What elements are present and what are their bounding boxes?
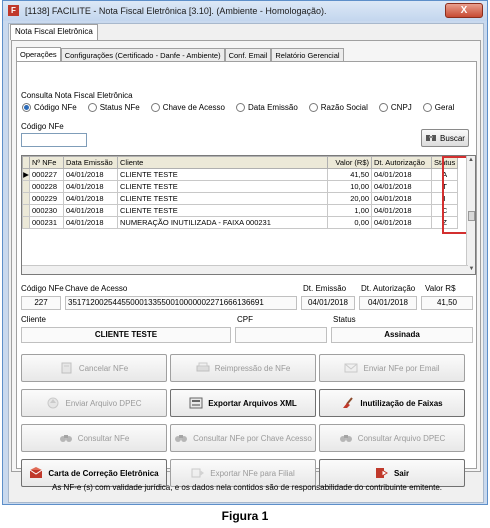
detail-valor-label: Valor R$ xyxy=(425,284,456,293)
radio-label: Razão Social xyxy=(320,103,368,112)
detail-chave-label: Chave de Acesso xyxy=(65,284,128,293)
exportar-arquivos-xml-button[interactable] xyxy=(170,389,316,417)
cell-valor: 1,00 xyxy=(328,205,372,217)
button-label: Sair xyxy=(393,468,410,478)
email-icon xyxy=(344,362,358,374)
upload-icon xyxy=(46,397,60,409)
cell-dt-autorizacao: 04/01/2018 xyxy=(372,193,432,205)
tab-nota-fiscal[interactable]: Nota Fiscal Eletrônica xyxy=(10,24,98,40)
button-label: Consultar Arquivo DPEC xyxy=(357,433,446,443)
grid-body xyxy=(23,169,458,229)
cell-data-emissao: 04/01/2018 xyxy=(64,169,118,181)
cell-status: C xyxy=(432,205,458,217)
detail-emissao-label: Dt. Emissão xyxy=(303,284,347,293)
cell-nfe: 000230 xyxy=(30,205,64,217)
detail-valor-value: 41,50 xyxy=(421,296,473,310)
window-title: [1138] FACILITE - Nota Fiscal Eletrônica [3.10]. (Ambiente - Homologação). xyxy=(25,6,327,16)
detail-cpf-label: CPF xyxy=(237,315,253,324)
cell-data-emissao: 04/01/2018 xyxy=(64,181,118,193)
cell-valor: 41,50 xyxy=(328,169,372,181)
buscar-button[interactable] xyxy=(421,129,469,147)
row-indicator xyxy=(23,217,30,229)
cell-dt-autorizacao: 04/01/2018 xyxy=(372,181,432,193)
button-label: Cancelar NFe xyxy=(78,363,129,373)
radio-label: Data Emissão xyxy=(247,103,298,112)
cell-status: T xyxy=(432,181,458,193)
cancelar-nfe-button[interactable] xyxy=(21,354,167,382)
scroll-down-icon[interactable]: ▼ xyxy=(468,266,475,272)
cell-status: I xyxy=(432,193,458,205)
radio-dot xyxy=(22,103,31,112)
button-label: Inutilização de Faixas xyxy=(360,398,443,408)
radio-geral[interactable] xyxy=(423,103,455,112)
row-indicator xyxy=(23,205,30,217)
cell-data-emissao: 04/01/2018 xyxy=(64,217,118,229)
horizontal-scrollbar[interactable] xyxy=(22,265,468,274)
table-row[interactable] xyxy=(23,181,458,193)
button-label: Enviar Arquivo DPEC xyxy=(65,398,142,408)
radio-chave-acesso[interactable] xyxy=(151,103,225,112)
button-label: Consultar NFe xyxy=(77,433,130,443)
cell-nfe: 000229 xyxy=(30,193,64,205)
row-indicator: ▶ xyxy=(23,170,29,179)
radio-dot xyxy=(236,103,245,112)
binoculars-icon xyxy=(174,432,188,444)
search-options xyxy=(22,103,465,112)
button-label: Consultar NFe por Chave Acesso xyxy=(193,433,312,443)
button-label: Enviar NFe por Email xyxy=(363,363,440,373)
detail-codigo-value: 227 xyxy=(21,296,61,310)
cell-cliente: CLIENTE TESTE xyxy=(118,169,328,181)
reimpressao-de-nfe-button[interactable] xyxy=(170,354,316,382)
close-button[interactable]: X xyxy=(445,3,483,18)
cell-cliente: CLIENTE TESTE xyxy=(118,205,328,217)
radio-razao-social[interactable] xyxy=(309,103,368,112)
grid-header xyxy=(23,157,458,169)
detail-status-label: Status xyxy=(333,315,356,324)
radio-label: Status NFe xyxy=(99,103,140,112)
cell-cliente: NUMERAÇÃO INUTILIZADA - FAIXA 000231 xyxy=(118,217,328,229)
detail-autorizacao-label: Dt. Autorização xyxy=(361,284,416,293)
tab-conf-email[interactable]: Conf. Email xyxy=(225,48,272,61)
detail-emissao-value: 04/01/2018 xyxy=(301,296,355,310)
letter-icon xyxy=(29,467,43,479)
radio-label: CNPJ xyxy=(390,103,412,112)
tab-relatorio[interactable]: Relatório Gerencial xyxy=(271,48,343,61)
consultar-arquivo-dpec-button[interactable] xyxy=(319,424,465,452)
radio-label: Código NFe xyxy=(34,103,77,112)
buscar-label: Buscar xyxy=(440,133,465,143)
inutilizacao-de-faixas-button[interactable] xyxy=(319,389,465,417)
detail-chave-value: 35171200254455000133550010000002271666136691 xyxy=(65,296,297,310)
enviar-arquivo-dpec-button[interactable] xyxy=(21,389,167,417)
operacoes-panel xyxy=(16,61,477,478)
button-label: Reimpressão de NFe xyxy=(214,363,291,373)
export-icon xyxy=(191,467,205,479)
consulta-title: Consulta Nota Fiscal Eletrônica xyxy=(21,91,133,100)
table-row[interactable] xyxy=(23,205,458,217)
table-row[interactable] xyxy=(23,193,458,205)
radio-label: Geral xyxy=(434,103,455,112)
cell-data-emissao: 04/01/2018 xyxy=(64,193,118,205)
figure-caption: Figura 1 xyxy=(221,509,269,523)
codigo-label: Código NFe xyxy=(21,122,64,131)
app-icon: F xyxy=(8,5,19,16)
radio-label: Chave de Acesso xyxy=(162,103,225,112)
scroll-up-icon[interactable]: ▲ xyxy=(468,157,474,163)
search-icon xyxy=(425,133,437,143)
binoculars-icon xyxy=(339,432,353,444)
cell-nfe: 000227 xyxy=(30,169,64,181)
radio-codigo-nfe[interactable] xyxy=(22,103,77,112)
exit-icon xyxy=(375,467,389,479)
table-row[interactable] xyxy=(23,217,458,229)
row-indicator xyxy=(23,181,30,193)
scroll-thumb[interactable] xyxy=(468,211,475,221)
cell-nfe: 000231 xyxy=(30,217,64,229)
cell-valor: 10,00 xyxy=(328,181,372,193)
outer-panel xyxy=(11,40,481,478)
cell-cliente: CLIENTE TESTE xyxy=(118,181,328,193)
footer-message: As NF-e (s) com validade jurídica, e os dados nela contidos são de responsabilidade do contribuinte emitente. xyxy=(52,483,442,492)
tab-operacoes[interactable]: Operações xyxy=(16,47,61,61)
col-data-emissao[interactable]: Data Emissão xyxy=(64,157,118,169)
title-bar[interactable] xyxy=(3,1,487,21)
radio-cnpj[interactable] xyxy=(379,103,412,112)
window-client xyxy=(8,23,484,503)
detail-status-value: Assinada xyxy=(331,327,473,343)
cell-valor: 0,00 xyxy=(328,217,372,229)
cell-dt-autorizacao: 04/01/2018 xyxy=(372,205,432,217)
tab-configuracoes[interactable]: Configurações (Certificado - Danfe - Ambiente) xyxy=(61,48,225,61)
cell-status: A xyxy=(432,169,458,181)
button-label: Carta de Correção Eletrônica xyxy=(48,468,159,478)
col-status[interactable]: Status xyxy=(432,157,458,169)
vertical-scrollbar[interactable] xyxy=(466,156,475,274)
cell-status: Z xyxy=(432,217,458,229)
cell-data-emissao: 04/01/2018 xyxy=(64,205,118,217)
main-window xyxy=(2,0,488,505)
col-cliente[interactable]: Cliente xyxy=(118,157,328,169)
radio-data-emissao[interactable] xyxy=(236,103,298,112)
cell-cliente: CLIENTE TESTE xyxy=(118,193,328,205)
col-nfe[interactable]: Nº NFe xyxy=(30,157,64,169)
button-label: Exportar Arquivos XML xyxy=(208,398,297,408)
binoculars-icon xyxy=(59,432,73,444)
broom-icon xyxy=(341,397,355,409)
indicator-header xyxy=(23,157,30,169)
radio-dot xyxy=(423,103,432,112)
radio-dot xyxy=(309,103,318,112)
detail-codigo-label: Código NFe xyxy=(21,284,64,293)
cell-nfe: 000228 xyxy=(30,181,64,193)
cell-dt-autorizacao: 04/01/2018 xyxy=(372,217,432,229)
export-xml-icon xyxy=(189,397,203,409)
printer-icon xyxy=(196,362,210,374)
row-indicator xyxy=(23,193,30,205)
col-valor[interactable]: Valor (R$) xyxy=(328,157,372,169)
detail-cliente-value: CLIENTE TESTE xyxy=(21,327,231,343)
table-row[interactable] xyxy=(23,169,458,181)
detail-autorizacao-value: 04/01/2018 xyxy=(359,296,417,310)
nfe-grid[interactable] xyxy=(21,155,476,275)
col-dt-autorizacao[interactable]: Dt. Autorização xyxy=(372,157,432,169)
detail-cpf-value xyxy=(235,327,327,343)
enviar-nfe-por-email-button[interactable] xyxy=(319,354,465,382)
consultar-nfe-por-chave-acesso-button[interactable] xyxy=(170,424,316,452)
nfe-table xyxy=(22,156,458,229)
cancel-doc-icon xyxy=(60,362,74,374)
radio-dot xyxy=(151,103,160,112)
radio-dot xyxy=(88,103,97,112)
consultar-nfe-button[interactable] xyxy=(21,424,167,452)
inner-tabs xyxy=(16,47,344,61)
cell-dt-autorizacao: 04/01/2018 xyxy=(372,169,432,181)
cell-valor: 20,00 xyxy=(328,193,372,205)
radio-dot xyxy=(379,103,388,112)
detail-cliente-label: Cliente xyxy=(21,315,46,324)
button-label: Exportar NFe para Filial xyxy=(210,468,295,478)
codigo-nfe-input[interactable] xyxy=(21,133,87,147)
radio-status-nfe[interactable] xyxy=(88,103,140,112)
